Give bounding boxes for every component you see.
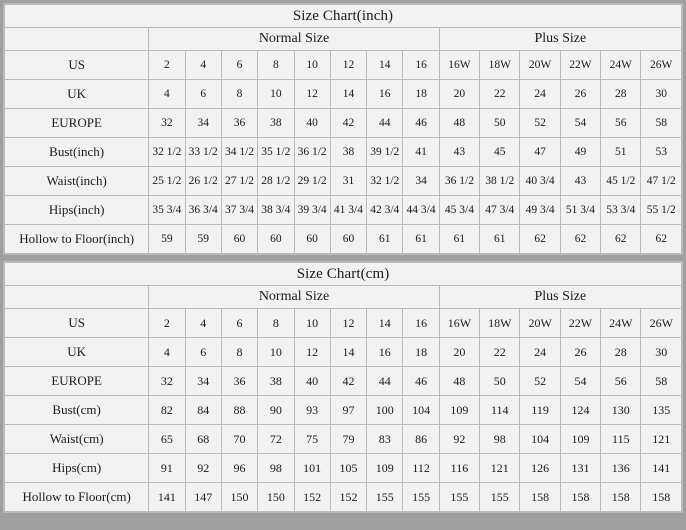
group-plus-size: Plus Size xyxy=(439,286,681,309)
cell: 100 xyxy=(367,396,403,425)
cell: 28 1/2 xyxy=(258,167,294,196)
cell: 141 xyxy=(149,483,185,512)
cell: 152 xyxy=(294,483,330,512)
cell: 60 xyxy=(330,225,366,254)
cell: 35 1/2 xyxy=(258,138,294,167)
cell: 98 xyxy=(480,425,520,454)
cell: 152 xyxy=(330,483,366,512)
chart-title-row xyxy=(5,5,682,28)
cell: 16 xyxy=(367,80,403,109)
cell: 98 xyxy=(258,454,294,483)
cell: 32 xyxy=(149,367,185,396)
cell: 124 xyxy=(560,396,600,425)
cell: 48 xyxy=(439,109,479,138)
cell: 38 xyxy=(258,109,294,138)
cell: 58 xyxy=(641,367,682,396)
cell: 24W xyxy=(601,51,641,80)
chart-title-row xyxy=(5,263,682,286)
cell: 14 xyxy=(330,338,366,367)
cell: 44 xyxy=(367,367,403,396)
cell: 121 xyxy=(641,425,682,454)
cell: 135 xyxy=(641,396,682,425)
cell: 68 xyxy=(185,425,221,454)
row-label: Bust(inch) xyxy=(5,138,149,167)
cell: 8 xyxy=(221,338,257,367)
cell: 20 xyxy=(439,338,479,367)
cell: 45 3/4 xyxy=(439,196,479,225)
cell: 109 xyxy=(367,454,403,483)
cell: 40 xyxy=(294,367,330,396)
cell: 38 xyxy=(330,138,366,167)
cell: 88 xyxy=(221,396,257,425)
cell: 38 1/2 xyxy=(480,167,520,196)
cell: 136 xyxy=(601,454,641,483)
cell: 65 xyxy=(149,425,185,454)
row-label: Hips(inch) xyxy=(5,196,149,225)
cell: 45 xyxy=(480,138,520,167)
cell: 104 xyxy=(403,396,439,425)
cell: 131 xyxy=(560,454,600,483)
cell: 62 xyxy=(520,225,560,254)
cell: 56 xyxy=(601,367,641,396)
cell: 47 1/2 xyxy=(641,167,682,196)
cell: 104 xyxy=(520,425,560,454)
cell: 41 xyxy=(403,138,439,167)
cell: 10 xyxy=(294,51,330,80)
cell: 61 xyxy=(439,225,479,254)
table-row xyxy=(5,367,682,396)
cell: 35 3/4 xyxy=(149,196,185,225)
cell: 24 xyxy=(520,338,560,367)
cell: 50 xyxy=(480,367,520,396)
cell: 47 3/4 xyxy=(480,196,520,225)
cell: 27 1/2 xyxy=(221,167,257,196)
cell: 14 xyxy=(367,51,403,80)
cell: 38 xyxy=(258,367,294,396)
cell: 18W xyxy=(480,51,520,80)
size-chart-inch xyxy=(3,3,683,255)
row-label: Hollow to Floor(inch) xyxy=(5,225,149,254)
row-label: EUROPE xyxy=(5,367,149,396)
cell: 119 xyxy=(520,396,560,425)
chart-title: Size Chart(inch) xyxy=(5,5,682,28)
cell: 49 xyxy=(560,138,600,167)
cell: 105 xyxy=(330,454,366,483)
cell: 101 xyxy=(294,454,330,483)
cell: 48 xyxy=(439,367,479,396)
cell: 12 xyxy=(294,80,330,109)
cell: 38 3/4 xyxy=(258,196,294,225)
cell: 16 xyxy=(367,338,403,367)
cell: 42 3/4 xyxy=(367,196,403,225)
cell: 4 xyxy=(185,309,221,338)
table-row xyxy=(5,454,682,483)
row-label: Waist(inch) xyxy=(5,167,149,196)
cell: 30 xyxy=(641,338,682,367)
cell: 34 xyxy=(185,367,221,396)
table-row xyxy=(5,396,682,425)
cell: 155 xyxy=(480,483,520,512)
cell: 18W xyxy=(480,309,520,338)
size-chart-cm-table xyxy=(4,262,682,512)
corner-cell xyxy=(5,28,149,51)
cell: 39 3/4 xyxy=(294,196,330,225)
cell: 155 xyxy=(403,483,439,512)
cell: 92 xyxy=(185,454,221,483)
cell: 40 3/4 xyxy=(520,167,560,196)
group-normal-size: Normal Size xyxy=(149,286,440,309)
size-chart-inch-table xyxy=(4,4,682,254)
cell: 59 xyxy=(149,225,185,254)
cell: 90 xyxy=(258,396,294,425)
cell: 130 xyxy=(601,396,641,425)
cell: 62 xyxy=(601,225,641,254)
cell: 55 1/2 xyxy=(641,196,682,225)
cell: 49 3/4 xyxy=(520,196,560,225)
table-row xyxy=(5,338,682,367)
cell: 4 xyxy=(185,51,221,80)
cell: 141 xyxy=(641,454,682,483)
cell: 62 xyxy=(641,225,682,254)
table-row xyxy=(5,80,682,109)
table-row xyxy=(5,225,682,254)
cell: 4 xyxy=(149,338,185,367)
cell: 30 xyxy=(641,80,682,109)
cell: 8 xyxy=(258,51,294,80)
cell: 6 xyxy=(221,309,257,338)
cell: 60 xyxy=(221,225,257,254)
cell: 54 xyxy=(560,109,600,138)
cell: 2 xyxy=(149,309,185,338)
cell: 62 xyxy=(560,225,600,254)
cell: 114 xyxy=(480,396,520,425)
cell: 82 xyxy=(149,396,185,425)
table-row xyxy=(5,196,682,225)
cell: 14 xyxy=(330,80,366,109)
chart-title: Size Chart(cm) xyxy=(5,263,682,286)
cell: 112 xyxy=(403,454,439,483)
cell: 61 xyxy=(367,225,403,254)
cell: 40 xyxy=(294,109,330,138)
group-plus-size: Plus Size xyxy=(439,28,681,51)
cell: 109 xyxy=(439,396,479,425)
cell: 46 xyxy=(403,109,439,138)
cell: 61 xyxy=(480,225,520,254)
row-label: EUROPE xyxy=(5,109,149,138)
cell: 126 xyxy=(520,454,560,483)
table-row xyxy=(5,51,682,80)
row-label: Waist(cm) xyxy=(5,425,149,454)
cell: 61 xyxy=(403,225,439,254)
cell: 72 xyxy=(258,425,294,454)
cell: 39 1/2 xyxy=(367,138,403,167)
cell: 32 xyxy=(149,109,185,138)
cell: 28 xyxy=(601,338,641,367)
cell: 6 xyxy=(185,80,221,109)
cell: 16W xyxy=(439,309,479,338)
cell: 26W xyxy=(641,309,682,338)
table-row xyxy=(5,309,682,338)
cell: 12 xyxy=(330,309,366,338)
cell: 34 1/2 xyxy=(221,138,257,167)
cell: 96 xyxy=(221,454,257,483)
group-normal-size: Normal Size xyxy=(149,28,440,51)
cell: 158 xyxy=(641,483,682,512)
cell: 43 xyxy=(439,138,479,167)
cell: 121 xyxy=(480,454,520,483)
cell: 31 xyxy=(330,167,366,196)
cell: 20W xyxy=(520,51,560,80)
cell: 150 xyxy=(221,483,257,512)
cell: 36 1/2 xyxy=(439,167,479,196)
cell: 109 xyxy=(560,425,600,454)
cell: 37 3/4 xyxy=(221,196,257,225)
cell: 58 xyxy=(641,109,682,138)
corner-cell xyxy=(5,286,149,309)
cell: 22 xyxy=(480,80,520,109)
cell: 42 xyxy=(330,367,366,396)
cell: 56 xyxy=(601,109,641,138)
cell: 28 xyxy=(601,80,641,109)
cell: 26 1/2 xyxy=(185,167,221,196)
cell: 26 xyxy=(560,338,600,367)
row-label: Hollow to Floor(cm) xyxy=(5,483,149,512)
cell: 24 xyxy=(520,80,560,109)
table-row xyxy=(5,138,682,167)
row-label: Bust(cm) xyxy=(5,396,149,425)
cell: 147 xyxy=(185,483,221,512)
cell: 6 xyxy=(221,51,257,80)
cell: 91 xyxy=(149,454,185,483)
cell: 26W xyxy=(641,51,682,80)
cell: 43 xyxy=(560,167,600,196)
row-label: US xyxy=(5,51,149,80)
cell: 86 xyxy=(403,425,439,454)
cell: 36 3/4 xyxy=(185,196,221,225)
cell: 59 xyxy=(185,225,221,254)
cell: 4 xyxy=(149,80,185,109)
cell: 10 xyxy=(258,338,294,367)
cell: 46 xyxy=(403,367,439,396)
cell: 8 xyxy=(221,80,257,109)
cell: 24W xyxy=(601,309,641,338)
cell: 51 xyxy=(601,138,641,167)
cell: 6 xyxy=(185,338,221,367)
cell: 16 xyxy=(403,51,439,80)
cell: 50 xyxy=(480,109,520,138)
cell: 97 xyxy=(330,396,366,425)
table-row xyxy=(5,425,682,454)
cell: 92 xyxy=(439,425,479,454)
cell: 2 xyxy=(149,51,185,80)
cell: 158 xyxy=(560,483,600,512)
cell: 22 xyxy=(480,338,520,367)
cell: 26 xyxy=(560,80,600,109)
cell: 115 xyxy=(601,425,641,454)
cell: 54 xyxy=(560,367,600,396)
cell: 52 xyxy=(520,367,560,396)
cell: 116 xyxy=(439,454,479,483)
cell: 12 xyxy=(330,51,366,80)
row-label: US xyxy=(5,309,149,338)
cell: 34 xyxy=(403,167,439,196)
cell: 53 3/4 xyxy=(601,196,641,225)
row-label: UK xyxy=(5,80,149,109)
cell: 10 xyxy=(258,80,294,109)
cell: 8 xyxy=(258,309,294,338)
cell: 16 xyxy=(403,309,439,338)
cell: 20 xyxy=(439,80,479,109)
cell: 22W xyxy=(560,51,600,80)
cell: 53 xyxy=(641,138,682,167)
cell: 41 3/4 xyxy=(330,196,366,225)
cell: 155 xyxy=(439,483,479,512)
cell: 150 xyxy=(258,483,294,512)
row-label: Hips(cm) xyxy=(5,454,149,483)
cell: 14 xyxy=(367,309,403,338)
cell: 22W xyxy=(560,309,600,338)
chart-group-row xyxy=(5,286,682,309)
cell: 75 xyxy=(294,425,330,454)
cell: 70 xyxy=(221,425,257,454)
cell: 18 xyxy=(403,338,439,367)
cell: 52 xyxy=(520,109,560,138)
cell: 29 1/2 xyxy=(294,167,330,196)
cell: 83 xyxy=(367,425,403,454)
chart-group-row xyxy=(5,28,682,51)
table-row xyxy=(5,167,682,196)
cell: 33 1/2 xyxy=(185,138,221,167)
cell: 36 1/2 xyxy=(294,138,330,167)
cell: 16W xyxy=(439,51,479,80)
cell: 93 xyxy=(294,396,330,425)
cell: 155 xyxy=(367,483,403,512)
cell: 79 xyxy=(330,425,366,454)
cell: 44 3/4 xyxy=(403,196,439,225)
cell: 158 xyxy=(520,483,560,512)
cell: 32 1/2 xyxy=(367,167,403,196)
cell: 18 xyxy=(403,80,439,109)
cell: 84 xyxy=(185,396,221,425)
cell: 158 xyxy=(601,483,641,512)
cell: 44 xyxy=(367,109,403,138)
cell: 51 3/4 xyxy=(560,196,600,225)
row-label: UK xyxy=(5,338,149,367)
cell: 60 xyxy=(258,225,294,254)
cell: 34 xyxy=(185,109,221,138)
cell: 25 1/2 xyxy=(149,167,185,196)
size-chart-cm xyxy=(3,261,683,513)
table-row xyxy=(5,483,682,512)
table-row xyxy=(5,109,682,138)
cell: 60 xyxy=(294,225,330,254)
cell: 47 xyxy=(520,138,560,167)
cell: 36 xyxy=(221,109,257,138)
cell: 12 xyxy=(294,338,330,367)
cell: 20W xyxy=(520,309,560,338)
cell: 36 xyxy=(221,367,257,396)
cell: 45 1/2 xyxy=(601,167,641,196)
cell: 42 xyxy=(330,109,366,138)
cell: 10 xyxy=(294,309,330,338)
cell: 32 1/2 xyxy=(149,138,185,167)
